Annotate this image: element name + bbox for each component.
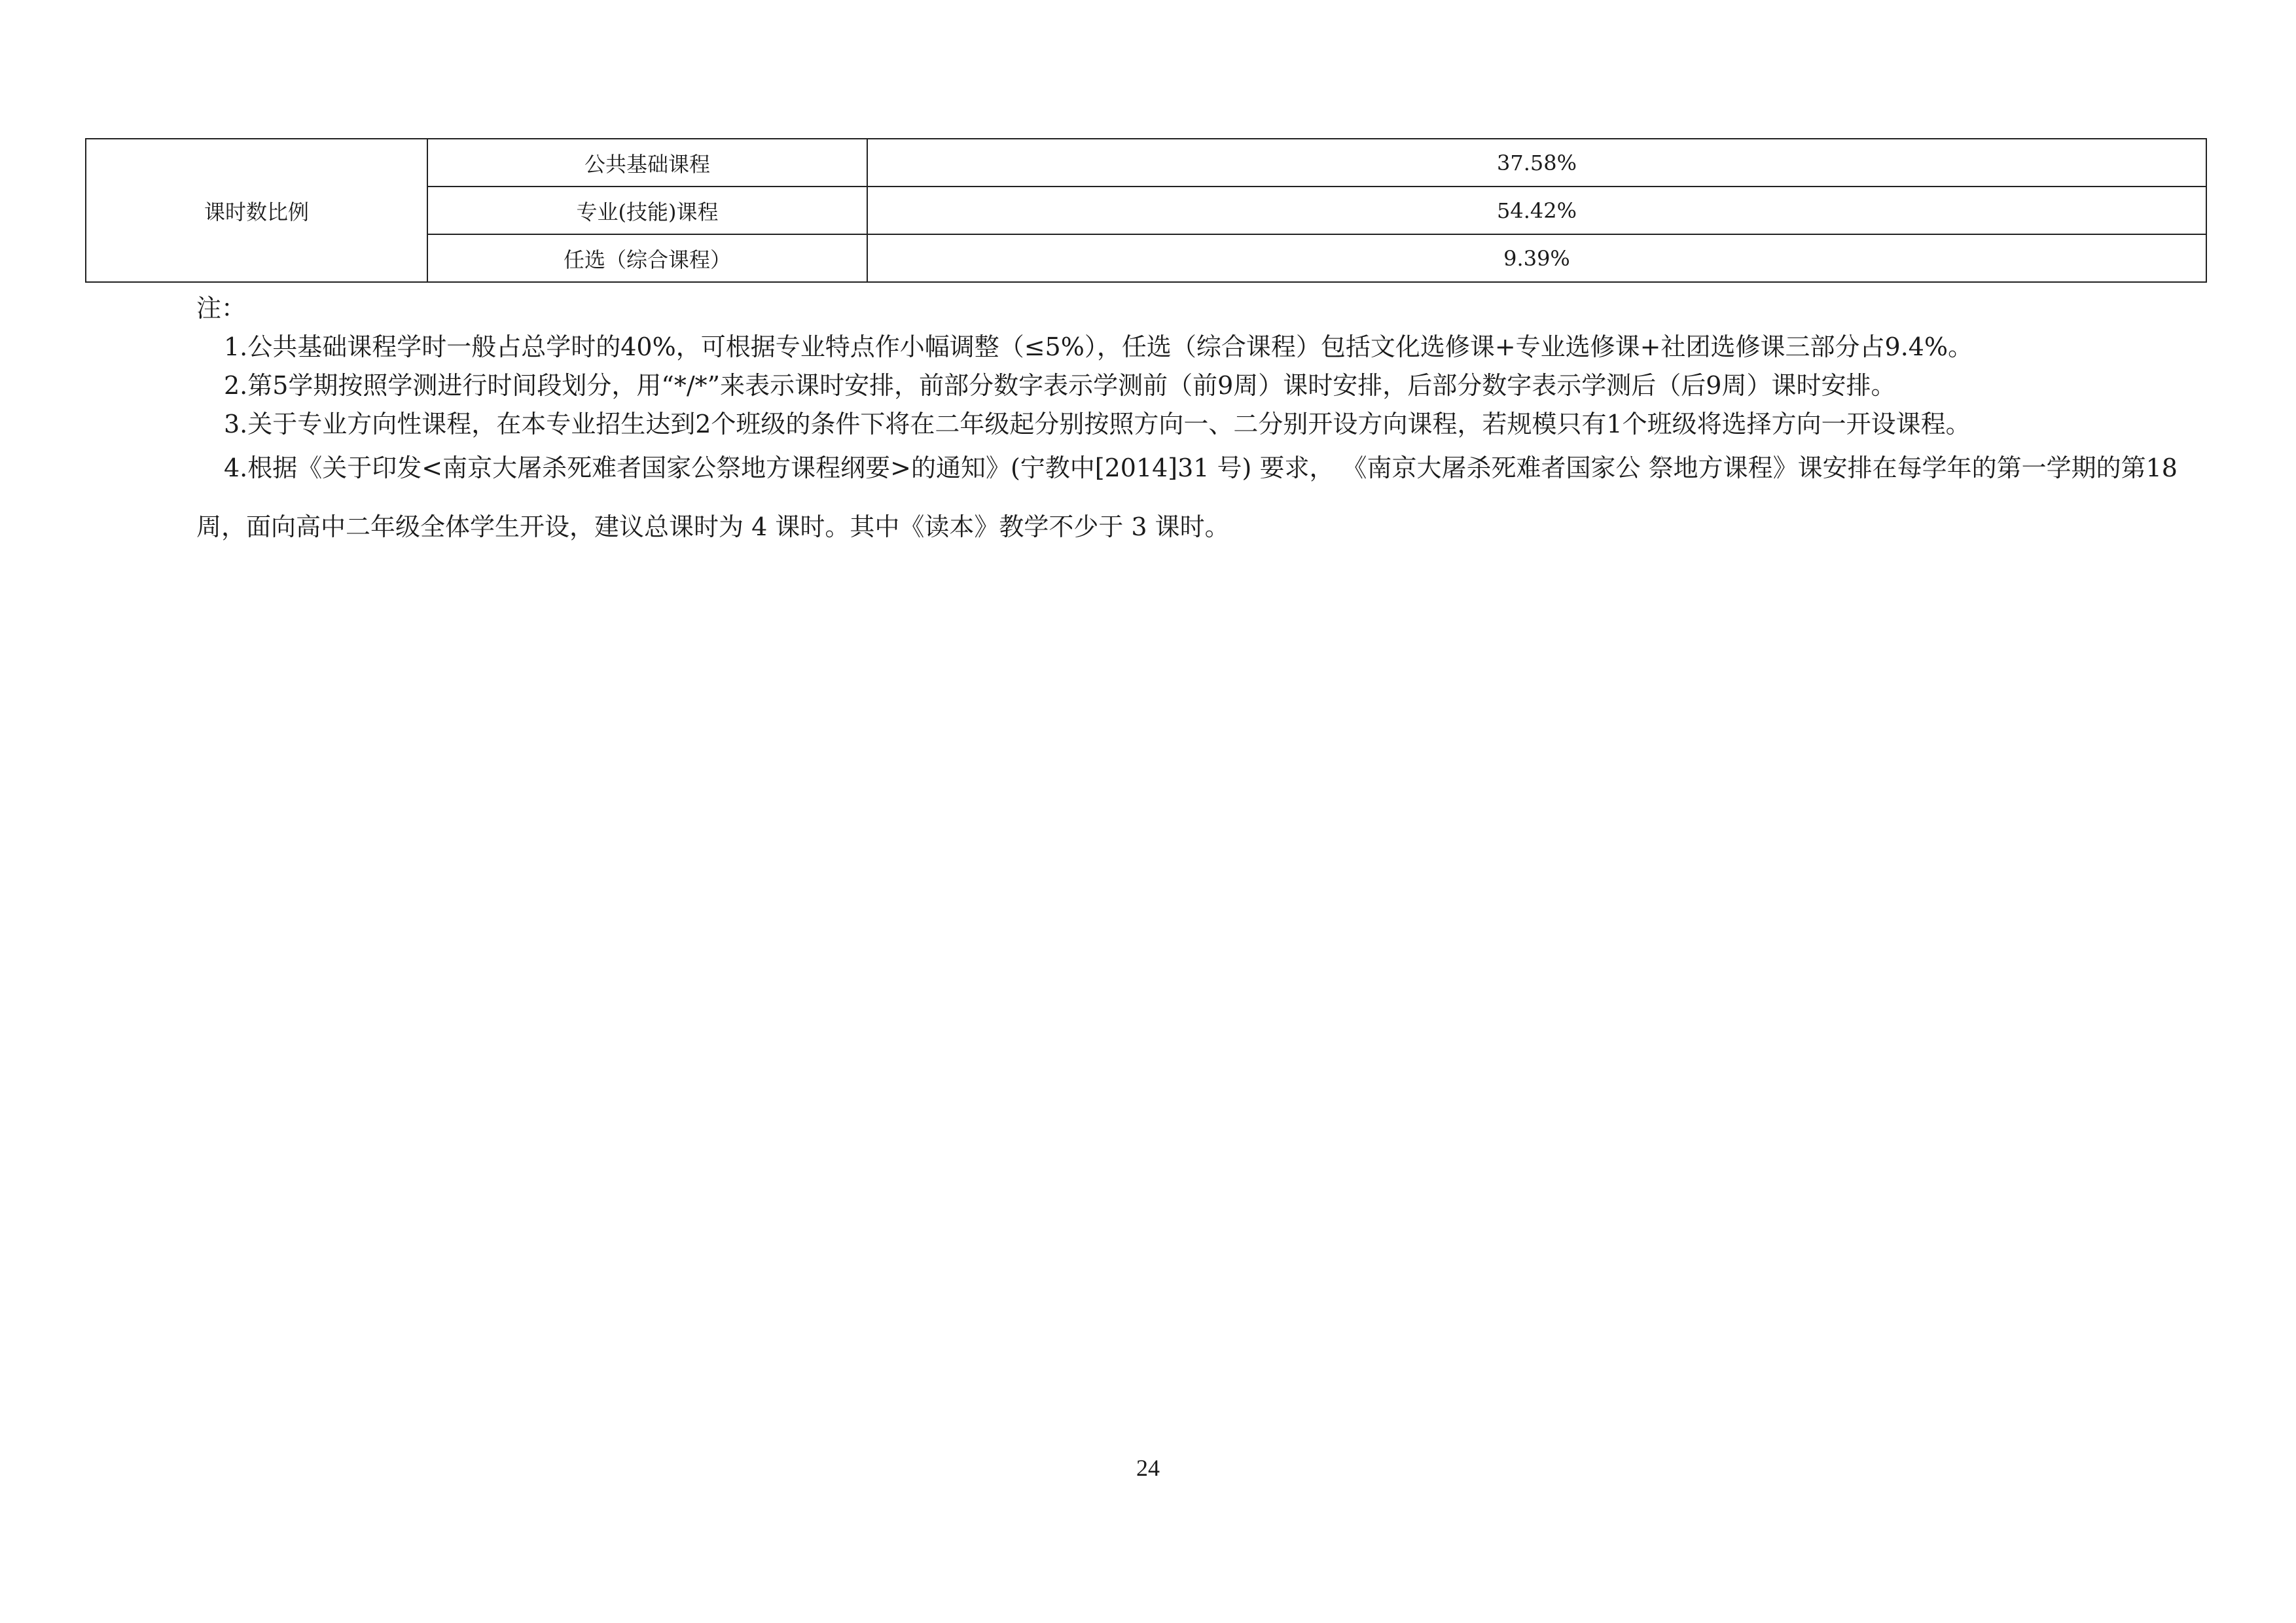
note-item-4: 4.根据《关于印发<南京大屠杀死难者国家公祭地方课程纲要>的通知》(宁教中[2014]31 号) 要求， 《南京大屠杀死难者国家公 祭地方课程》课安排在每学年的第一学期的第18周，面向高中二年级全体学生开设，建议总课时为 4 课时。其中《读本》教学不少于 3 课时。 [196,454,2178,541]
course-name-cell: 公共基础课程 [427,139,867,187]
note-item-1: 1.公共基础课程学时一般占总学时的40%，可根据专业特点作小幅调整（≤5%），任选（综合课程）包括文化选修课+专业选修课+社团选修课三部分占9.4%。 [224,332,1973,361]
page-number: 24 [1136,1455,1160,1481]
ratio-value-cell: 9.39% [867,234,2206,282]
note-item-3: 3.关于专业方向性课程，在本专业招生达到2个班级的条件下将在二年级起分别按照方向一、二分别开设方向课程，若规模只有1个班级将选择方向一开设课程。 [224,410,1971,438]
notes-heading: 注： [196,294,247,323]
course-name-cell: 专业(技能)课程 [427,187,867,234]
course-name-cell: 任选（综合课程） [427,234,867,282]
notes-section [196,289,2186,556]
table-row [86,139,2206,187]
note-item-2: 2.第5学期按照学测进行时间段划分，用“*/*”来表示课时安排，前部分数字表示学测前（前9周）课时安排，后部分数字表示学测后（后9周）课时安排。 [224,371,1896,400]
ratio-group-label: 课时数比例 [86,139,427,282]
ratio-value-cell: 37.58% [867,139,2206,187]
course-hours-ratio-table [85,138,2207,283]
ratio-value-cell: 54.42% [867,187,2206,234]
